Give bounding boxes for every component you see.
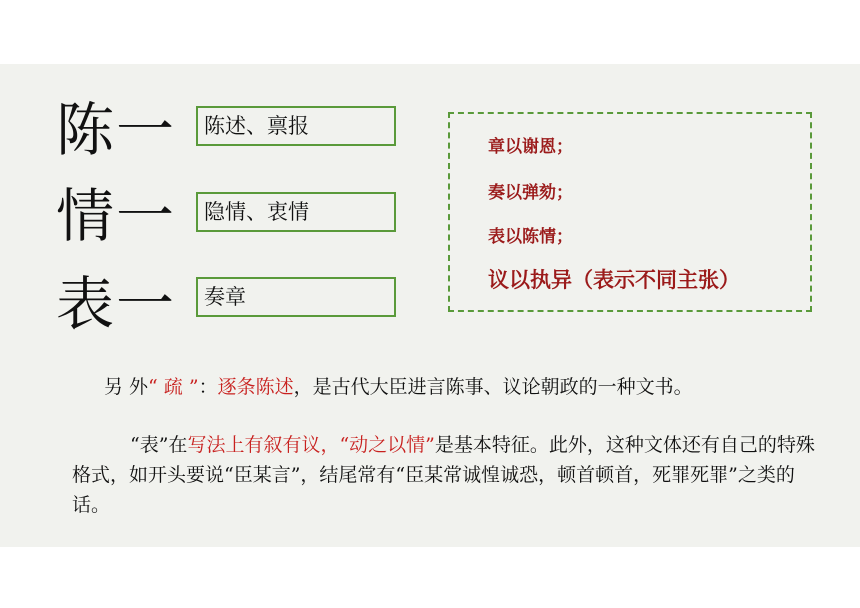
genre-item-yi: 议以执异（表示不同主张） [488,268,740,292]
term-char-biao: 表一 [56,270,177,338]
term-meaning-biao: 奏章 [196,277,396,317]
genre-item-biao: 表以陈情； [488,227,573,247]
term-char-qing: 情一 [56,182,177,250]
genre-box [448,112,812,312]
paragraph-biao: “表”在写法上有叙有议，“动之以情”是基本特征。此外，这种文体还有自己的特殊格式，如开头要说“臣某言”，结尾常有“臣某常诚惶诚恐，顿首顿首，死罪死罪”之类的话。 [72,434,815,516]
term-char-chen: 陈一 [56,96,177,164]
genre-item-zhang: 章以谢恩； [488,137,573,157]
term-meaning-chen: 陈述、禀报 [196,106,396,146]
genre-item-zou: 奏以弹劾； [488,183,573,203]
paragraph-shu: 另 外“ 疏 ”：逐条陈述，是古代大臣进言陈事、议论朝政的一种文书。 [104,376,693,398]
term-meaning-qing: 隐情、衷情 [196,192,396,232]
